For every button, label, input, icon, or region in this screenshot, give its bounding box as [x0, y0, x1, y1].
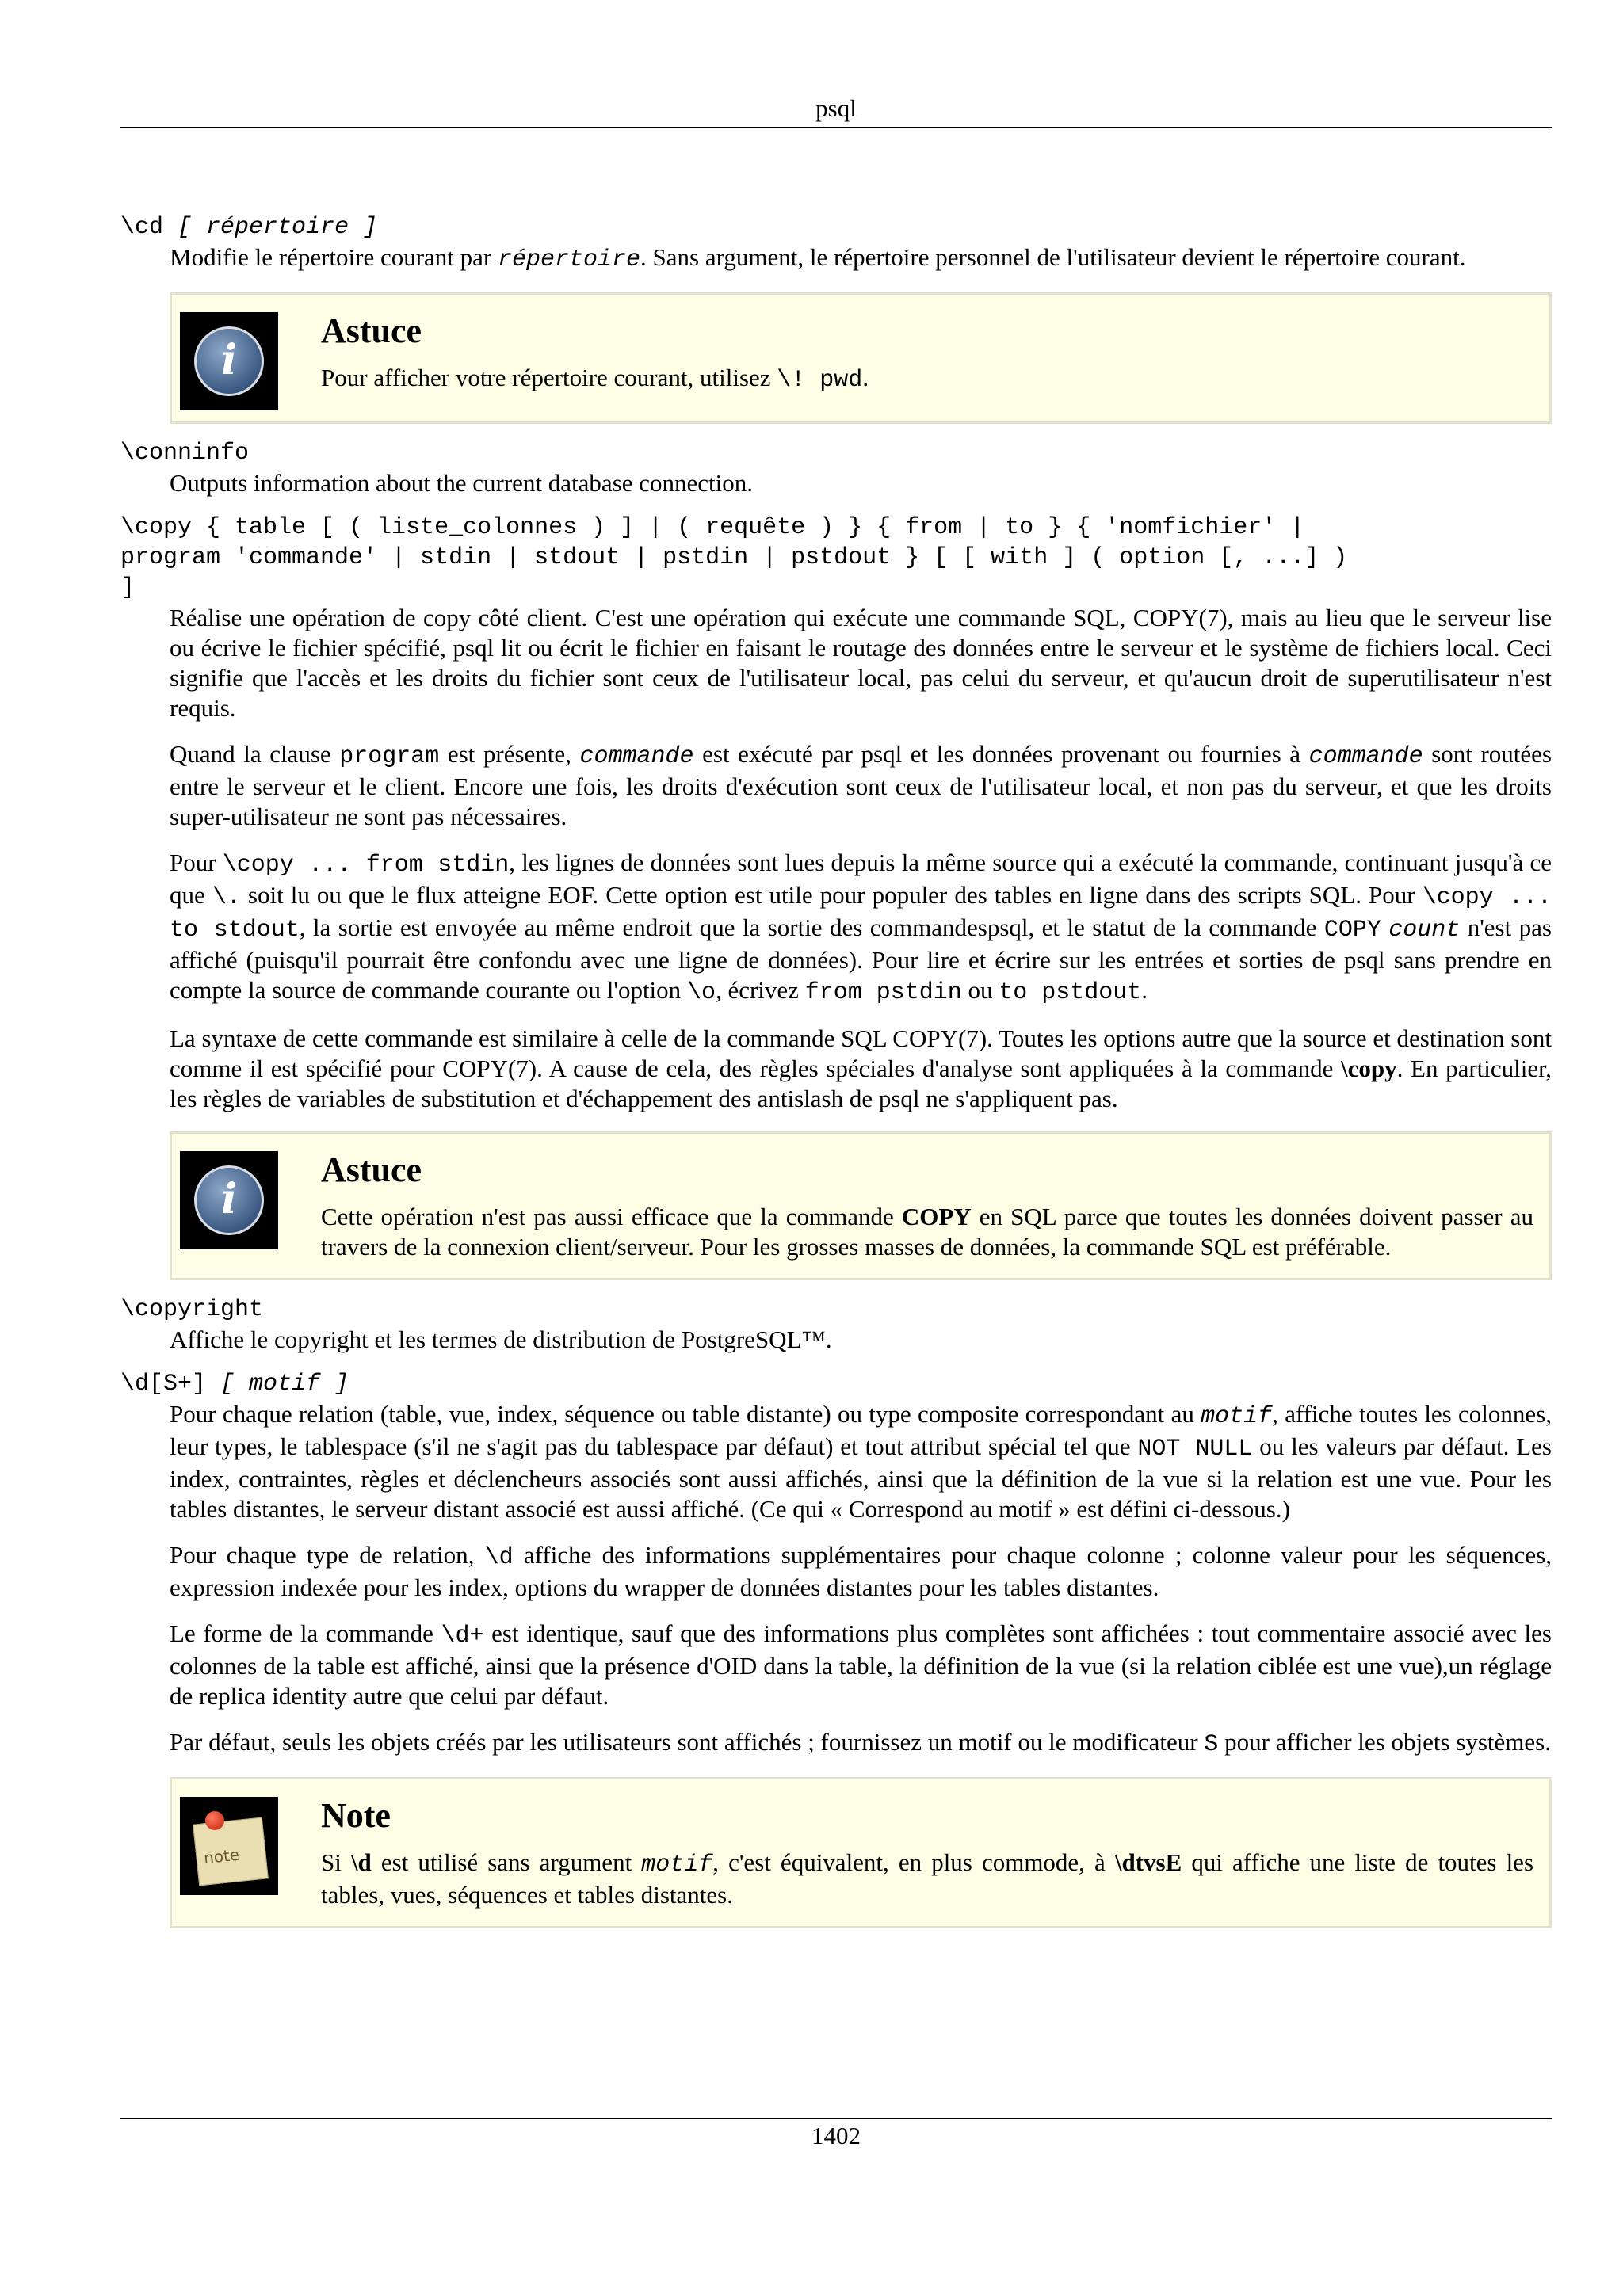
text: ou	[961, 976, 999, 1004]
inline-code: NOT NULL	[1137, 1436, 1253, 1463]
inline-code: to pstdout	[999, 979, 1142, 1006]
tip-title: Astuce	[321, 1150, 422, 1189]
cmd-name: \cd	[120, 214, 164, 241]
paragraph: Affiche le copyright et les termes de distribution de PostgreSQL™.	[170, 1325, 832, 1353]
paragraph	[170, 1399, 1552, 1524]
paragraph	[170, 1619, 1552, 1711]
text: sont routées entre le serveur et le client. Encore une fois, les droits d'exécution sont ceux de l'utilisateur local, et non pas du serveur, et que les droits super-utilisateur ne sont pas nécessaires.	[170, 740, 1552, 830]
inline-code: program	[339, 743, 440, 770]
text: pour afficher les objets systèmes.	[1218, 1728, 1551, 1756]
term-conninfo: \conninfo	[120, 440, 250, 467]
term-cd	[120, 212, 1552, 242]
term-copy-syntax	[120, 513, 1552, 603]
syntax-line: \copy { table [ ( liste_colonnes ) ] | ( requête ) } { from | to } { 'nomfichier' |	[120, 514, 1305, 541]
tip-body	[321, 363, 1533, 395]
bold-text: COPY	[901, 1203, 972, 1230]
text: en SQL parce que toutes les données doivent passer au travers de la connexion client/serveur. Pour les grosses masses de données, la commande SQL est préférable.	[321, 1203, 1533, 1261]
paragraph: Outputs information about the current database connection.	[170, 469, 754, 497]
text: Par défaut, seuls les objets créés par les utilisateurs sont affichés ; fournissez un motif ou le modificateur	[170, 1728, 1205, 1756]
text: est utilisé sans argument	[371, 1848, 642, 1876]
inline-code: from pstdin	[804, 979, 962, 1006]
text: Cette opération n'est pas aussi efficace que la commande	[321, 1203, 902, 1230]
tip-title: Astuce	[321, 311, 422, 350]
tip-box	[170, 1131, 1552, 1280]
inline-code: S	[1204, 1731, 1219, 1758]
inline-code: \d	[484, 1544, 514, 1571]
text: Pour chaque type de relation,	[170, 1541, 485, 1569]
text: .	[1141, 976, 1148, 1004]
tip-body	[321, 1202, 1533, 1262]
inline-code: \copy ... to stdout	[170, 884, 1552, 944]
page-number: 1402	[120, 2118, 1552, 2151]
text: n'est pas affiché (puisqu'il pourrait être confondu avec une ligne de données). Pour lire et écrire sur les entrées et sorties de psql sans prendre en compte la source de commande courante ou l'option	[170, 913, 1552, 1004]
text: ou les valeurs par défaut. Les index, contraintes, règles et déclencheurs associés sont aussi affichés, ainsi que la définition de la vue si la relation est une vue. Pour les tables distantes, le serveur distant associé est aussi affiché. (Ce qui « Correspond au motif » est défini ci-dessous.)	[170, 1432, 1552, 1523]
tip-box	[170, 292, 1552, 424]
inline-arg: répertoire	[498, 246, 641, 273]
cmd-arg: [ répertoire ]	[178, 214, 378, 241]
bold-text: \copy	[1341, 1055, 1397, 1082]
text: , affiche toutes les colonnes, leur types, le tablespace (s'il ne s'agit pas du tablespace par défaut) et tout attribut spécial tel que	[170, 1400, 1552, 1460]
desc-d	[170, 1399, 1552, 1760]
text: .	[862, 364, 869, 391]
paragraph	[170, 1540, 1552, 1603]
term-d	[120, 1369, 1552, 1399]
desc-conninfo	[170, 468, 1552, 498]
note-title: Note	[321, 1796, 391, 1835]
text: soit lu ou que le flux atteigne EOF. Cette option est utile pour populer des tables en ligne dans des scripts SQL. Pour	[240, 881, 1423, 909]
note-icon-label: note	[202, 1844, 241, 1868]
inline-code: \copy ... from stdin	[222, 852, 510, 879]
cmd-name: \d[S+]	[120, 1371, 207, 1398]
desc-cd	[170, 242, 1552, 275]
inline-arg: motif	[1201, 1403, 1273, 1430]
bold-text: \dtvsE	[1114, 1848, 1182, 1876]
paragraph	[170, 242, 1552, 275]
inline-code: \d+	[441, 1623, 484, 1650]
paragraph: Réalise une opération de copy côté client. C'est une opération qui exécute une commande SQL, COPY(7), mais au lieu que le serveur lise ou écrive le fichier spécifié, psql lit ou écrit le fichier en faisant le routage des données entre le serveur et le système de fichiers local. Ceci signifie que l'accès et les droits du fichier sont ceux de l'utilisateur local, pas celui du serveur, et qu'aucun droit de superutilisateur n'est requis.	[170, 604, 1552, 722]
text: , c'est équivalent, en plus commode, à	[712, 1848, 1115, 1876]
syntax-line: ]	[120, 574, 136, 601]
term-copyright: \copyright	[120, 1296, 264, 1323]
text: Pour afficher votre répertoire courant, utilisez	[321, 364, 777, 391]
info-icon: i	[180, 312, 278, 410]
text: , la sortie est envoyée au même endroit que la sortie des commandespsql, et le statut de la commande	[299, 913, 1324, 941]
text: Si	[321, 1848, 351, 1876]
running-header: psql	[120, 93, 1552, 128]
inline-arg: motif	[641, 1852, 713, 1878]
inline-arg: count	[1388, 917, 1461, 944]
text: . Sans argument, le répertoire personnel de l'utilisateur devient le répertoire courant.	[640, 243, 1466, 271]
info-icon: i	[180, 1151, 278, 1249]
text: La syntaxe de cette commande est similaire à celle de la commande SQL COPY(7). Toutes les options autre que la source et destination sont comme il est spécifié pour COPY(7). A cause de cela, des règles spéciales d'analyse sont appliquées à la commande	[170, 1024, 1552, 1082]
text: . En particulier, les règles de variables de substitution et d'échappement des antislash de psql ne s'appliquent pas.	[170, 1055, 1552, 1112]
text: Quand la clause	[170, 740, 340, 768]
inline-code: \o	[686, 979, 716, 1006]
text: , les lignes de données sont lues depuis la même source qui a exécuté la commande, continuant jusqu'à ce que	[170, 849, 1552, 909]
paragraph	[170, 1727, 1552, 1760]
text: est identique, sauf que des informations plus complètes sont affichées : tout commentaire associé avec les colonnes de la table est affiché, ainsi que la présence d'OID dans la table, la définition de la vue (si la relation ciblée est une vue),un réglage de replica identity autre que celui par défaut.	[170, 1619, 1552, 1710]
text: est exécuté par psql et les données provenant ou fournies à	[693, 740, 1309, 768]
text: Le forme de la commande	[170, 1619, 441, 1647]
syntax-line: program 'commande' | stdin | stdout | pstdin | pstdout } [ [ with ] ( option [, ...] )	[120, 544, 1348, 571]
note-box	[170, 1777, 1552, 1928]
inline-arg: commande	[1308, 743, 1423, 770]
inline-code: \.	[212, 884, 241, 911]
text: est présente,	[439, 740, 580, 768]
desc-copy	[170, 603, 1552, 1114]
cmd-arg: [ motif ]	[220, 1371, 349, 1398]
text: , écrivez	[715, 976, 805, 1004]
text: qui affiche une liste de toutes les tables, vues, séquences et tables distantes.	[321, 1848, 1534, 1909]
inline-code: COPY	[1323, 917, 1381, 944]
text: affiche des informations supplémentaires pour chaque colonne ; colonne valeur pour les séquences, expression indexée pour les index, options du wrapper de données distantes pour les tables distantes.	[170, 1541, 1552, 1601]
paragraph	[170, 848, 1552, 1008]
text: Pour	[170, 849, 223, 876]
text: Modifie le répertoire courant par	[170, 243, 498, 271]
content	[120, 212, 1552, 1943]
text: Pour chaque relation (table, vue, index, séquence ou table distante) ou type composite correspondant au	[170, 1400, 1201, 1428]
bold-text: \d	[350, 1848, 372, 1876]
paragraph	[170, 739, 1552, 832]
note-icon	[180, 1797, 278, 1895]
paragraph	[170, 1024, 1552, 1114]
inline-code: \! pwd	[777, 367, 863, 394]
note-body	[321, 1848, 1533, 1910]
inline-arg: commande	[579, 743, 694, 770]
desc-copyright	[170, 1325, 1552, 1355]
